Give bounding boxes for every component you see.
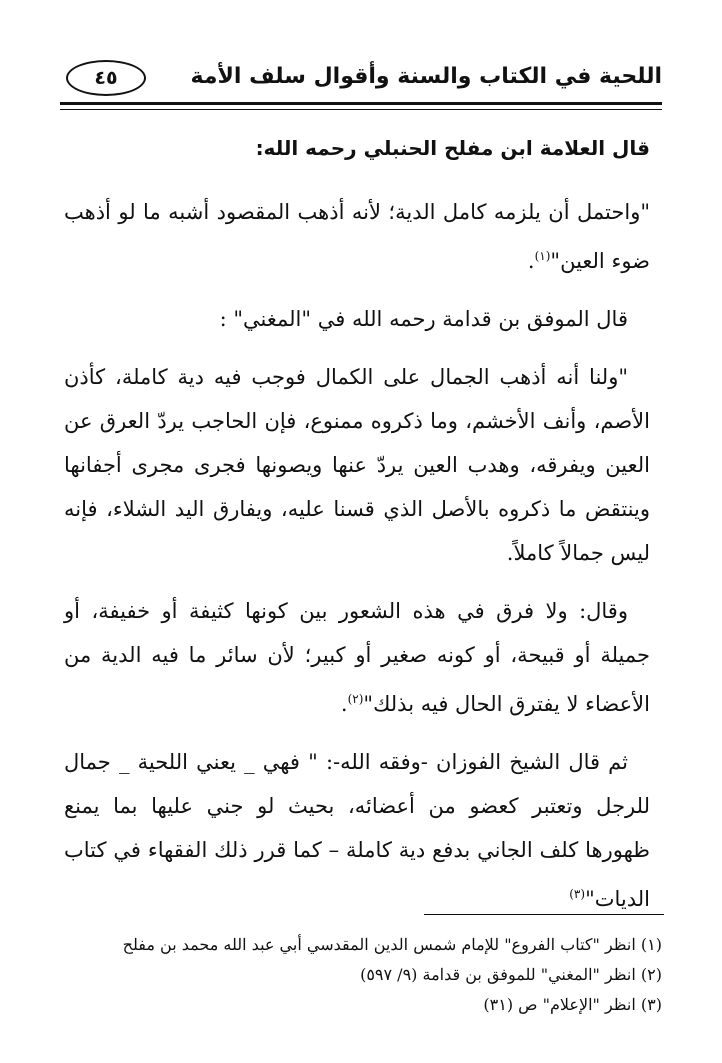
quote-mughni-continued: وقال: ولا فرق في هذه الشعور بين كونها كثيفة أو خفيفة، أو جميلة أو قبيحة، أو كونه صغير أو كبير؛ لأن سائر ما فيه الدية من الأعضاء لا يفترق الحال فيه بذلك"$^{(٢)}$.	[64, 599, 650, 716]
footnote-ref-1: (١)	[534, 249, 551, 263]
quote-mughni: "ولنا أنه أذهب الجمال على الكمال فوجب فيه دية كاملة، كأذن الأصم، وأنف الأخشم، وما ذكروه ممنوع، فإن الحاجب يردّ العرق عن العين ويفرقه، وهدب العين يردّ عنها ويصونها فجرى مجرى أجفانها وينتقض ما ذكروه بالأصل الذي قسنا عليه، ويفارق اليد الشلاء، فإنه ليس جمالاً كاملاً.	[64, 365, 650, 565]
quote-text: "واحتمل أن يلزمه كامل الدية؛ لأنه أذهب المقصود أشبه ما لو أذهب ضوء العين"	[64, 200, 650, 273]
page-body	[64, 128, 650, 935]
header-divider	[60, 102, 662, 110]
quote-fawzan	[64, 740, 650, 921]
footnote-2: (٢) انظر "المغني" للموفق بن قدامة (٩/ ٥٩٧)	[360, 965, 662, 984]
page-header	[60, 58, 662, 102]
intro-ibn-qudama: قال الموفق بن قدامة رحمه الله في "المغني" :	[219, 307, 628, 331]
footnote-divider	[424, 914, 664, 915]
quote-text: وقال: ولا فرق في هذه الشعور بين كونها كثيفة أو خفيفة، أو جميلة أو قبيحة، أو كونه صغير أو كبير؛ لأن سائر ما فيه الدية من الأعضاء لا يفترق الحال فيه بذلك"	[64, 599, 650, 716]
footnote-3: (٣) انظر "الإعلام" ص (٣١)	[483, 995, 662, 1014]
footnote-ref-3: (٣)	[569, 887, 586, 901]
quote-text: ثم قال الشيخ الفوزان -وفقه الله-: " فهي _ يعني اللحية _ جمال للرجل وتعتبر كعضو من أعضائه، بحيث لو جني عليها بما يمنع ظهورها كلف الجاني بدفع دية كاملة – كما قرر ذلك الفقهاء في كتاب الديات"	[64, 750, 650, 911]
page-number-badge: ٤٥	[66, 60, 146, 96]
footnote-ref-2: (٢)	[347, 692, 364, 706]
book-title: اللحية في الكتاب والسنة وأقوال سلف الأمة	[190, 64, 662, 89]
footnotes	[60, 930, 662, 1020]
footnote-1: (١) انظر "كتاب الفروع" للإمام شمس الدين المقدسي أبي عبد الله محمد بن مفلح	[122, 935, 662, 954]
section-heading: قال العلامة ابن مفلح الحنبلي رحمه الله:	[255, 136, 650, 160]
quote-ibn-muflih: "واحتمل أن يلزمه كامل الدية؛ لأنه أذهب المقصود أشبه ما لو أذهب ضوء العين"$^{(١)}$.	[64, 200, 650, 273]
